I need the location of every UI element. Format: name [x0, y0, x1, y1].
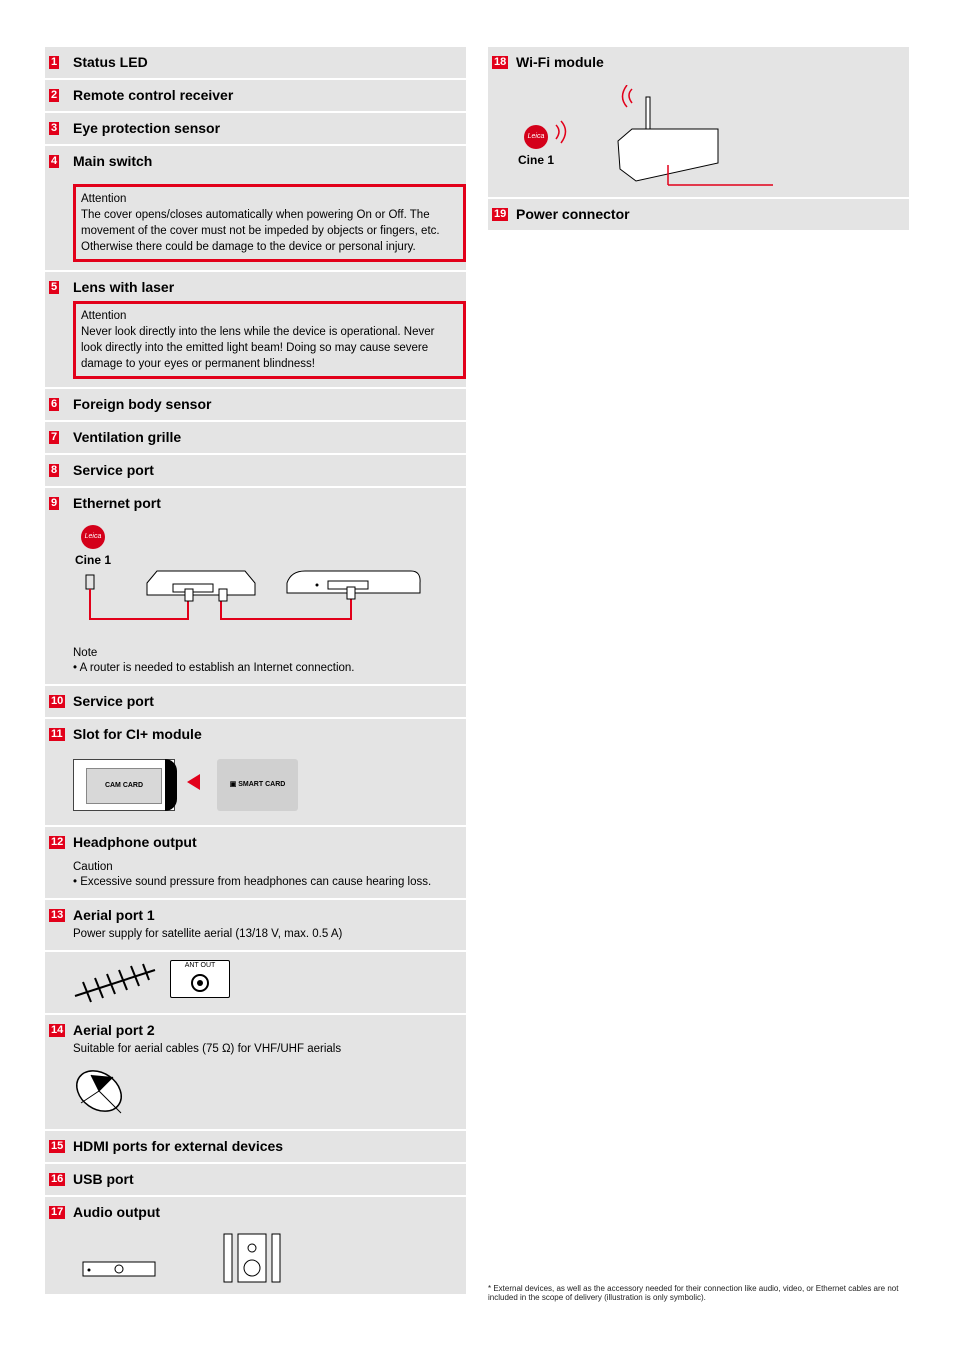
leica-logo: Leica	[524, 125, 548, 149]
section-title: Service port	[73, 462, 154, 478]
section-aerial-2	[45, 1015, 466, 1129]
ethernet-diagram	[73, 519, 466, 644]
section-title: Status LED	[73, 54, 148, 70]
section-title: Power connector	[516, 206, 630, 222]
section-audio-output	[45, 1197, 466, 1294]
attention-box	[73, 184, 466, 262]
section-title: Remote control receiver	[73, 87, 234, 103]
section-wifi	[488, 47, 909, 197]
item-number: 4	[51, 155, 58, 167]
section-lens-laser	[45, 272, 466, 387]
device-label: Cine 1	[518, 153, 555, 167]
item-number: 18	[494, 56, 507, 68]
section-usb	[45, 1164, 466, 1195]
attention-text: The cover opens/closes automatically when powering On or Off. The movement of the cover must not be impeded by objects or fingers, etc. Otherwise there could be damage to the device or personal injury.	[81, 209, 440, 253]
ci-module-illustration	[73, 757, 466, 817]
smart-card	[217, 759, 298, 811]
ant-out-port	[170, 960, 230, 998]
attention-label: Attention	[81, 193, 127, 205]
caution-text: Excessive sound pressure from headphones can cause hearing loss.	[80, 876, 432, 888]
satellite-dish-icon	[73, 1065, 133, 1121]
coax-socket-icon	[191, 974, 209, 992]
section-text: Suitable for aerial cables (75 Ω) for VHF/UHF aerials	[73, 1043, 342, 1055]
section-ethernet	[45, 488, 466, 684]
caution-label: Caution	[73, 861, 113, 873]
section-title: Main switch	[73, 153, 153, 169]
footnote: * External devices, as well as the accessory needed for their connection like audio, video, or Ethernet cables are not included in the scope of delivery (illustration is only symbolic).	[488, 1284, 899, 1302]
note-text: A router is needed to establish an Internet connection.	[79, 662, 355, 674]
attention-box	[73, 301, 466, 379]
section-title: Audio output	[73, 1204, 161, 1220]
left-column	[45, 47, 466, 1296]
item-number: 14	[51, 1024, 64, 1036]
section-ventilation	[45, 422, 466, 453]
leica-logo: Leica	[81, 525, 105, 549]
cam-card-label: CAM CARD	[86, 768, 162, 804]
section-power-connector	[488, 199, 909, 230]
caution-item: • Excessive sound pressure from headphones can cause hearing loss.	[73, 876, 432, 888]
section-title: Ventilation grille	[73, 429, 182, 445]
item-number: 10	[51, 695, 64, 707]
item-number: 1	[51, 56, 58, 68]
section-title: Ethernet port	[73, 495, 161, 511]
section-title: Service port	[73, 693, 154, 709]
item-number: 11	[51, 728, 63, 740]
section-title: HDMI ports for external devices	[73, 1138, 284, 1154]
section-service-port	[45, 455, 466, 486]
wifi-router-illustration	[548, 85, 848, 195]
note-label: Note	[73, 647, 98, 659]
section-eye-protection	[45, 113, 466, 144]
item-number: 15	[51, 1140, 64, 1152]
item-number: 2	[51, 89, 58, 101]
section-title: Foreign body sensor	[73, 396, 212, 412]
section-title: Slot for CI+ module	[73, 726, 202, 742]
smart-card-label: SMART CARD	[238, 781, 286, 788]
section-hdmi	[45, 1131, 466, 1162]
slot-shape	[165, 759, 177, 811]
device-label: Cine 1	[75, 553, 112, 567]
item-number: 9	[51, 497, 58, 509]
attention-text: Never look directly into the lens while the device is operational. Never look directly into the emitted light beam! Doing so may cause severe damage to your eyes or permanent blindness!	[81, 326, 435, 370]
aerial-1-illustration	[45, 952, 466, 1013]
item-number: 7	[51, 431, 58, 443]
section-title: Aerial port 1	[73, 907, 155, 923]
section-main-switch	[45, 146, 466, 270]
insert-arrow-icon	[187, 774, 200, 790]
cam-card	[73, 759, 175, 811]
attention-label: Attention	[81, 310, 127, 322]
chip-icon: ▣	[229, 781, 239, 788]
section-title: Eye protection sensor	[73, 120, 221, 136]
item-number: 5	[51, 281, 58, 293]
antenna-icon	[73, 960, 173, 1004]
section-ci-slot	[45, 719, 466, 825]
section-remote-receiver	[45, 80, 466, 111]
item-number: 16	[51, 1173, 64, 1185]
section-aerial-1	[45, 900, 466, 950]
section-service-port-2	[45, 686, 466, 717]
item-number: 6	[51, 398, 58, 410]
section-title: USB port	[73, 1171, 134, 1187]
item-number: 8	[51, 464, 58, 476]
item-number: 12	[51, 836, 64, 848]
socket-pin	[197, 980, 203, 986]
section-title: Wi-Fi module	[516, 54, 604, 70]
section-title: Headphone output	[73, 834, 197, 850]
ant-out-label: ANT OUT	[184, 962, 216, 969]
router-connection-illustration	[73, 519, 463, 644]
section-title: Lens with laser	[73, 279, 175, 295]
section-status-led	[45, 47, 466, 78]
audio-devices-illustration	[73, 1230, 303, 1286]
section-title: Aerial port 2	[73, 1022, 155, 1038]
section-foreign-body	[45, 389, 466, 420]
item-number: 13	[51, 909, 64, 921]
note-item: • A router is needed to establish an Internet connection.	[73, 662, 355, 674]
item-number: 19	[494, 208, 507, 220]
section-headphone	[45, 827, 466, 898]
item-number: 17	[51, 1206, 64, 1218]
section-text: Power supply for satellite aerial (13/18 V, max. 0.5 A)	[73, 928, 343, 940]
right-column	[488, 47, 909, 232]
item-number: 3	[51, 122, 58, 134]
